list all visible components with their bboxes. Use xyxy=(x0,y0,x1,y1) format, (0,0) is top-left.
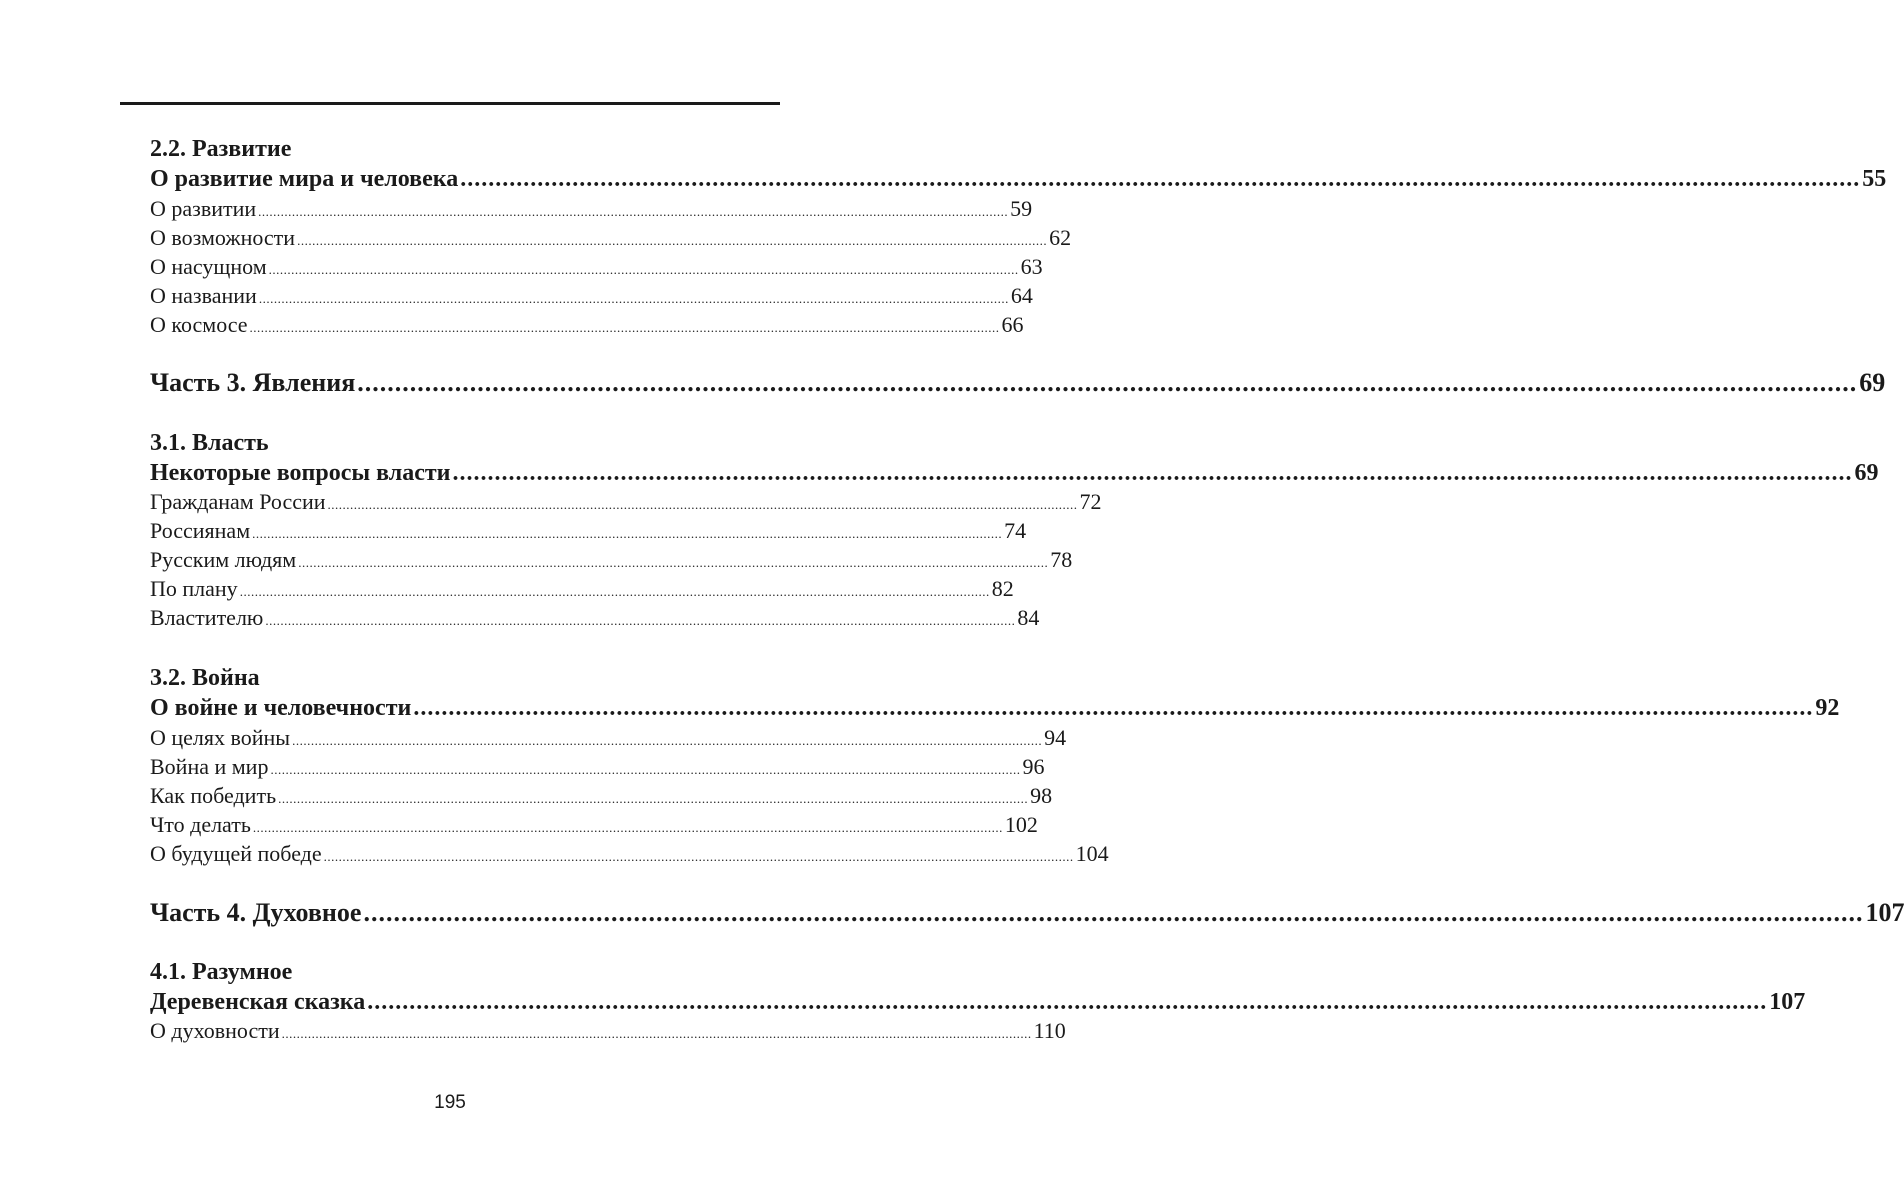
dot-leader: ........................................................................................................................................................................................................ xyxy=(265,613,1016,628)
toc-title: Деревенская сказка xyxy=(150,989,366,1015)
toc-page: 55 xyxy=(1862,166,1887,192)
toc-page: 69 xyxy=(1854,460,1879,486)
toc-title: О космосе xyxy=(150,312,248,337)
toc-title: О развитии xyxy=(150,196,257,221)
toc-entry[interactable] xyxy=(150,1018,1066,1044)
toc-page: 66 xyxy=(1001,312,1024,337)
toc-entry[interactable] xyxy=(150,754,1045,780)
dot-leader: ........................................................................................................................................................................................................ xyxy=(239,584,990,599)
dot-leader: ........................................................................................................................................................................................................ xyxy=(270,762,1021,777)
dot-leader: ........................................................................................................................................................................................................ xyxy=(413,695,1814,721)
dot-leader: ........................................................................................................................................................................................................ xyxy=(367,989,1768,1015)
toc-title: О названии xyxy=(150,283,257,308)
toc-page: 69 xyxy=(1859,368,1886,397)
toc-entry[interactable] xyxy=(150,725,1067,751)
toc-entry[interactable] xyxy=(150,196,1033,222)
toc-lead-entry[interactable] xyxy=(150,164,1887,194)
toc-page: 59 xyxy=(1010,196,1033,221)
dot-leader: ........................................................................................................................................................................................................ xyxy=(363,898,1864,927)
toc-title: Война и мир xyxy=(150,754,269,779)
toc-entry[interactable] xyxy=(150,283,1033,309)
dot-leader: ........................................................................................................................................................................................................ xyxy=(252,526,1003,541)
toc-title: Гражданам России xyxy=(150,489,326,514)
toc-page: 63 xyxy=(1020,254,1043,279)
toc-page: 107 xyxy=(1769,989,1806,1015)
dot-leader: ........................................................................................................................................................................................................ xyxy=(292,733,1043,748)
dot-leader: ........................................................................................................................................................................................................ xyxy=(357,368,1858,397)
toc-lead-entry[interactable] xyxy=(150,458,1879,488)
dot-leader: ........................................................................................................................................................................................................ xyxy=(258,204,1009,219)
toc-title: Россиянам xyxy=(150,518,251,543)
toc-title: О возможности xyxy=(150,225,296,250)
toc-entry[interactable] xyxy=(150,812,1038,838)
toc-page: 96 xyxy=(1022,754,1045,779)
toc-title: О будущей победе xyxy=(150,841,322,866)
toc-title: О целях войны xyxy=(150,725,291,750)
toc-page: 98 xyxy=(1030,783,1053,808)
dot-leader: ........................................................................................................................................................................................................ xyxy=(452,460,1853,486)
toc-part-entry[interactable] xyxy=(150,897,1904,929)
toc-entry[interactable] xyxy=(150,254,1043,280)
dot-leader: ........................................................................................................................................................................................................ xyxy=(252,820,1003,835)
toc-page: 62 xyxy=(1049,225,1072,250)
toc-title: О насущном xyxy=(150,254,267,279)
toc-page: 102 xyxy=(1004,812,1038,837)
toc-title: Часть 3. Явления xyxy=(150,368,356,397)
toc-title: Властителю xyxy=(150,605,264,630)
toc-title: О развитие мира и человека xyxy=(150,166,459,192)
toc-page: 82 xyxy=(991,576,1014,601)
toc-page: 78 xyxy=(1050,547,1073,572)
toc-title: Как победить xyxy=(150,783,277,808)
toc-page: 64 xyxy=(1010,283,1033,308)
dot-leader: ........................................................................................................................................................................................................ xyxy=(258,291,1009,306)
toc-page: 84 xyxy=(1017,605,1040,630)
toc-entry[interactable] xyxy=(150,312,1024,338)
dot-leader: ........................................................................................................................................................................................................ xyxy=(460,166,1861,192)
toc-title: Некоторые вопросы власти xyxy=(150,460,451,486)
section-heading: 3.2. Война xyxy=(150,665,260,691)
toc-entry[interactable] xyxy=(150,489,1102,515)
toc-page: 107 xyxy=(1865,898,1904,927)
toc-entry[interactable] xyxy=(150,547,1073,573)
toc-page: 72 xyxy=(1079,489,1102,514)
toc-entry[interactable] xyxy=(150,605,1040,631)
top-rule xyxy=(120,102,780,105)
toc-entry[interactable] xyxy=(150,783,1053,809)
toc-title: Русским людям xyxy=(150,547,297,572)
section-heading: 2.2. Развитие xyxy=(150,136,292,162)
toc-entry[interactable] xyxy=(150,576,1014,602)
toc-page: 110 xyxy=(1033,1018,1066,1043)
toc-lead-entry[interactable] xyxy=(150,987,1806,1017)
toc-entry[interactable] xyxy=(150,225,1072,251)
toc-page: 104 xyxy=(1075,841,1109,866)
dot-leader: ........................................................................................................................................................................................................ xyxy=(278,791,1029,806)
dot-leader: ........................................................................................................................................................................................................ xyxy=(327,497,1078,512)
toc-page: 94 xyxy=(1044,725,1067,750)
toc-title: Что делать xyxy=(150,812,251,837)
dot-leader: ........................................................................................................................................................................................................ xyxy=(297,233,1048,248)
toc-page: 74 xyxy=(1004,518,1027,543)
toc-entry[interactable] xyxy=(150,841,1109,867)
toc-title: О духовности xyxy=(150,1018,280,1043)
toc-title: Часть 4. Духовное xyxy=(150,898,362,927)
toc-page: 92 xyxy=(1815,695,1840,721)
section-heading: 3.1. Власть xyxy=(150,430,269,456)
toc-part-entry[interactable] xyxy=(150,367,1886,399)
dot-leader: ........................................................................................................................................................................................................ xyxy=(281,1026,1032,1041)
toc-lead-entry[interactable] xyxy=(150,693,1840,723)
toc-entry[interactable] xyxy=(150,518,1027,544)
dot-leader: ........................................................................................................................................................................................................ xyxy=(249,320,1000,335)
section-heading: 4.1. Разумное xyxy=(150,959,293,985)
toc-title: По плану xyxy=(150,576,238,601)
dot-leader: ........................................................................................................................................................................................................ xyxy=(298,555,1049,570)
dot-leader: ........................................................................................................................................................................................................ xyxy=(323,849,1074,864)
page-number: 195 xyxy=(434,1092,466,1113)
dot-leader: ........................................................................................................................................................................................................ xyxy=(268,262,1019,277)
toc-title: О войне и человечности xyxy=(150,695,412,721)
